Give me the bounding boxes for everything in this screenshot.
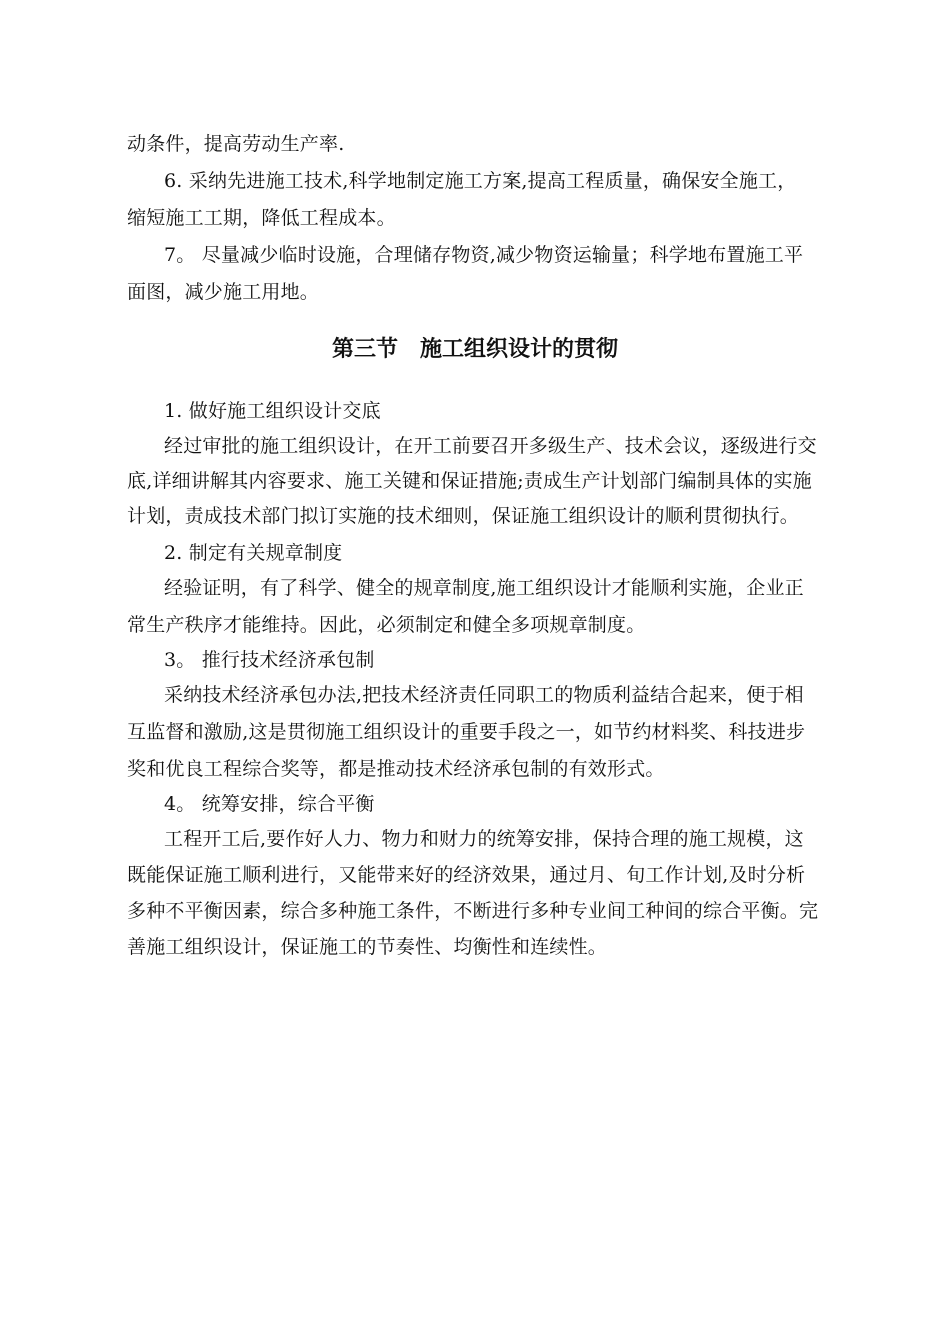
paragraph-line: 采纳技术经济承包办法,把技术经济责任同职工的物质利益结合起来，便于相	[164, 684, 804, 706]
paragraph-line: 工程开工后,要作好人力、物力和财力的统筹安排，保持合理的施工规模，这	[164, 828, 804, 850]
paragraph-line: 底,详细讲解其内容要求、施工关键和保证措施;责成生产计划部门编制具体的实施	[127, 470, 812, 492]
paragraph-line: 经验证明，有了科学、健全的规章制度,施工组织设计才能顺利实施，企业正	[164, 577, 804, 599]
paragraph-line: 经过审批的施工组织设计，在开工前要召开多级生产、技术会议，逐级进行交	[164, 435, 817, 457]
paragraph-line: 既能保证施工顺利进行，又能带来好的经济效果，通过月、旬工作计划,及时分析	[127, 864, 806, 886]
subheading-4: 4。 统筹安排，综合平衡	[164, 793, 375, 815]
list-item-7: 7。 尽量减少临时设施，合理储存物资,减少物资运输量；科学地布置施工平	[164, 244, 804, 266]
subheading-1: 1. 做好施工组织设计交底	[164, 400, 381, 422]
paragraph-line: 奖和优良工程综合奖等，都是推动技术经济承包制的有效形式。	[127, 758, 665, 780]
list-item-6: 6. 采纳先进施工技术,科学地制定施工方案,提高工程质量，确保安全施工，	[164, 170, 797, 192]
section-title: 第三节 施工组织设计的贯彻	[331, 337, 618, 362]
paragraph-line: 互监督和激励,这是贯彻施工组织设计的重要手段之一，如节约材料奖、科技进步	[127, 721, 806, 743]
paragraph-line: 常生产秩序才能维持。因此，必须制定和健全多项规章制度。	[127, 614, 646, 636]
subheading-2: 2. 制定有关规章制度	[164, 542, 343, 564]
subheading-3: 3。 推行技术经济承包制	[164, 649, 375, 671]
paragraph-line: 缩短施工工期，降低工程成本。	[127, 207, 396, 229]
paragraph-line: 面图，减少施工用地。	[127, 281, 320, 303]
paragraph-line: 善施工组织设计，保证施工的节奏性、均衡性和连续性。	[127, 936, 608, 958]
paragraph-line: 计划，责成技术部门拟订实施的技术细则，保证施工组织设计的顺利贯彻执行。	[127, 505, 800, 527]
paragraph-line: 多种不平衡因素，综合多种施工条件，不断进行多种专业间工种间的综合平衡。完	[127, 900, 819, 922]
paragraph-line: 动条件，提高劳动生产率.	[127, 133, 345, 155]
